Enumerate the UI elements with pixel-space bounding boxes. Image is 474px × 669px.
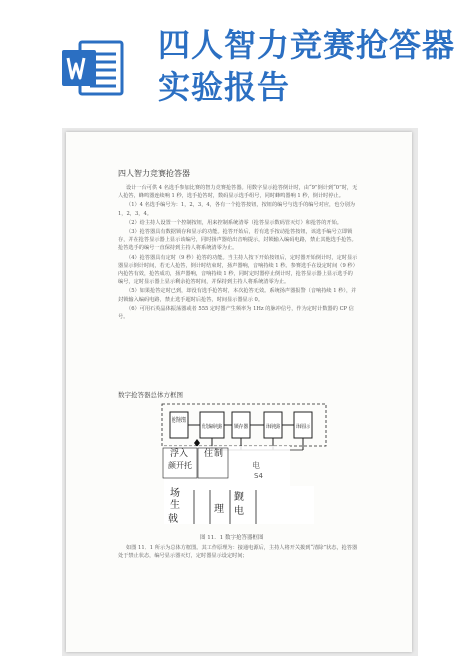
diagram-overlay-label: 场 bbox=[170, 488, 180, 499]
header-banner bbox=[0, 0, 474, 130]
block-label: 优先编码电路 bbox=[202, 424, 233, 430]
diagram-overlay-label: 电 bbox=[234, 506, 244, 517]
block-label: 译码显示 bbox=[296, 424, 317, 430]
diagram-title: 数字抢答器总体方框图 bbox=[118, 391, 183, 399]
block-diagram bbox=[160, 400, 330, 528]
diagram-overlay-label: 理 bbox=[214, 504, 224, 515]
diagram-overlay-label: 浮入 bbox=[170, 449, 189, 459]
diagram-overlay-label: 制 bbox=[214, 449, 224, 459]
block-label: 抢答按钮 bbox=[172, 417, 197, 424]
document-closing bbox=[118, 544, 358, 560]
paragraph: （1）4 名选手编号为：1，2，3，4，各有一个抢答按钮，按钮的编号与选手的编号对应，也分别为 1，2，3，4。 bbox=[118, 202, 355, 217]
figure-caption: 图 11．1 数字抢答器框图 bbox=[200, 535, 264, 541]
diagram-overlay-label: 电 bbox=[252, 461, 260, 470]
diagram-overlay-label: 戟 bbox=[168, 514, 178, 525]
paragraph: 如图 11．1 所示为总体方框图。其工作原理为：接通电源后，主持人将开关拨到“清除”状态，抢答器处于禁止状态，编号显示器灭灯，定时器显示设定时间； bbox=[118, 545, 358, 560]
paragraph: （3）抢答器具有数据锁存和显示的功能。抢答开始后，若有选手按动抢答按钮，该选手编号立即锁存，并在抢答显示器上显示该编号，同时扬声器给出音响提示，封锁输入编码电路，禁止其他选手抢答。抢答选手的编号一直保持到主持人将系统清零为止。 bbox=[118, 229, 357, 252]
document-heading: 四人智力竞赛抢答器 bbox=[118, 169, 190, 178]
diagram-overlay-label: 住 bbox=[204, 449, 214, 459]
block-label: 译码电路 bbox=[266, 424, 287, 430]
word-document-icon bbox=[60, 38, 126, 98]
paragraph: （2）给主持人设置一个控制按钮，用来控制系统清零（抢答显示数码管灭灯）和抢答的开始。 bbox=[126, 219, 342, 226]
diagram-overlay-label: S4 bbox=[254, 472, 263, 480]
paragraph: 设计一台可供 4 名选手参加比赛的智力竞赛抢答器。用数字显示抢答倒计时，由“9”倒计到“0”时，无人抢答，蜂鸣器连续响 1 秒，选手抢答时，数码显示选手组号，同时蜂鸣器响 1 秒，倒计时停止。 bbox=[118, 185, 358, 200]
paragraph: （4）抢答器具有定时（9 秒）抢答的功能。当主持人按下开始按钮后，定时器开始倒计时，定时显示器显示倒计时间，若无人抢答，倒计时结束时，扬声器响，音响持续 1 秒。参赛选手在设定时间（9 秒）内抢答有效，抢答成功，扬声器响，音响持续 1 秒，同时定时器停止倒计时，抢答显示器上显示选手的编号，定时显示器上显示剩余抢答时间，并保持到主持人将系统清零为止。 bbox=[118, 254, 358, 286]
block-label: 锁存器 bbox=[234, 424, 250, 430]
diagram-overlay-label: 颜开托 bbox=[168, 461, 192, 470]
diagram-overlay-label: 觐 bbox=[234, 492, 244, 503]
paragraph: （6）可用石英晶体振荡器或者 555 定时器产生频率为 1Hz 的脉冲信号，作为定时计数器的 CP 信号。 bbox=[118, 305, 354, 321]
paragraph: （5）如果抢答定时已到，却没有选手抢答时，本次抢答无效。系统扬声器报警（音响持续 1 秒），并封锁输入编码电路，禁止选手超时后抢答，时间显示器显示 0。 bbox=[118, 288, 357, 303]
page-title: 四人智力竞赛抢答器实验报告 bbox=[158, 26, 456, 106]
document-body bbox=[118, 184, 358, 322]
diagram-overlay-label: 生 bbox=[170, 500, 180, 511]
